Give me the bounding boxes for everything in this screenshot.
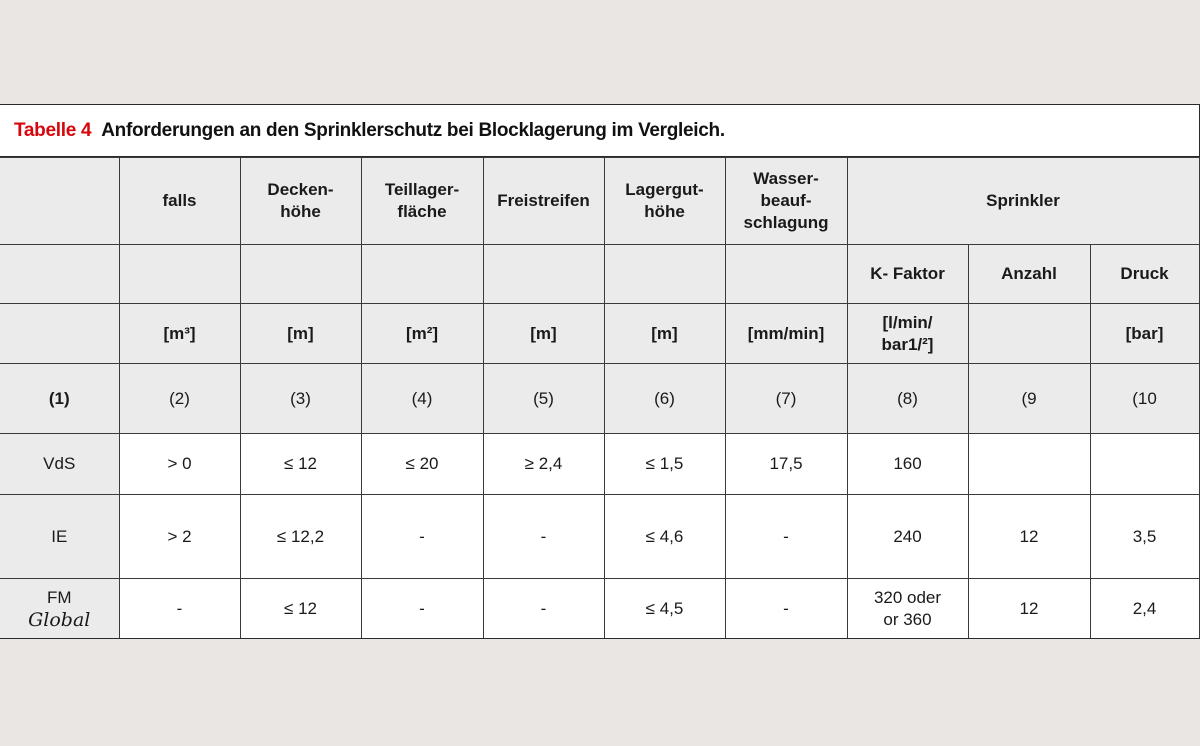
column-number: (5) <box>483 364 604 434</box>
table-cell: 2,4 <box>1090 579 1199 639</box>
table-cell: > 2 <box>119 495 240 579</box>
row-label: VdS <box>0 434 119 495</box>
table-panel <box>0 104 1200 639</box>
unit-cell: [m] <box>240 304 361 364</box>
table-cell: 240 <box>847 495 968 579</box>
table-cell <box>1090 434 1199 495</box>
column-number: (7) <box>725 364 847 434</box>
table-cell: 12 <box>968 579 1090 639</box>
table-cell: 12 <box>968 495 1090 579</box>
column-number: (2) <box>119 364 240 434</box>
table-cell: ≤ 12 <box>240 434 361 495</box>
unit-cell: [m] <box>483 304 604 364</box>
sprinkler-requirements-table <box>0 157 1200 639</box>
column-number: (8) <box>847 364 968 434</box>
header-row-units <box>0 304 1199 364</box>
header-cell <box>0 245 119 304</box>
header-cell-sprinkler: Sprinkler <box>847 158 1199 245</box>
table-cell: - <box>725 579 847 639</box>
table-cell: ≤ 1,5 <box>604 434 725 495</box>
table-cell: - <box>361 579 483 639</box>
header-row-titles <box>0 158 1199 245</box>
header-cell <box>240 245 361 304</box>
table-row-fm-global <box>0 579 1199 639</box>
unit-cell <box>968 304 1090 364</box>
header-row-numbers <box>0 364 1199 434</box>
table-cell: ≤ 20 <box>361 434 483 495</box>
column-number: (6) <box>604 364 725 434</box>
column-number: (10 <box>1090 364 1199 434</box>
table-row-ie <box>0 495 1199 579</box>
header-row-sprinkler-sub <box>0 245 1199 304</box>
table-label: Tabelle 4 <box>14 119 92 141</box>
header-cell <box>119 245 240 304</box>
row-label-fm: FM <box>46 587 72 607</box>
header-cell: Lagergut- höhe <box>604 158 725 245</box>
table-caption <box>0 105 1199 157</box>
column-number: (1) <box>0 364 119 434</box>
table-cell: - <box>483 579 604 639</box>
unit-cell: [m³] <box>119 304 240 364</box>
table-cell: 17,5 <box>725 434 847 495</box>
header-cell: Decken- höhe <box>240 158 361 245</box>
table-cell: ≤ 4,6 <box>604 495 725 579</box>
table-cell: - <box>483 495 604 579</box>
header-cell: Wasser- beauf- schlagung <box>725 158 847 245</box>
table-cell: ≤ 12,2 <box>240 495 361 579</box>
unit-cell: [bar] <box>1090 304 1199 364</box>
row-label-global: Global <box>28 608 91 631</box>
table-cell: - <box>119 579 240 639</box>
header-cell: falls <box>119 158 240 245</box>
row-label: IE <box>0 495 119 579</box>
unit-cell: [l/min/ bar1/²] <box>847 304 968 364</box>
table-row-vds <box>0 434 1199 495</box>
column-number: (3) <box>240 364 361 434</box>
unit-cell: [m] <box>604 304 725 364</box>
header-cell-k-faktor: K- Faktor <box>847 245 968 304</box>
table-title: Anforderungen an den Sprinklerschutz bei Blocklagerung im Vergleich. <box>101 119 725 141</box>
column-number: (9 <box>968 364 1090 434</box>
header-cell: Freistreifen <box>483 158 604 245</box>
table-cell: 160 <box>847 434 968 495</box>
unit-cell: [mm/min] <box>725 304 847 364</box>
header-cell <box>361 245 483 304</box>
row-label <box>0 579 119 639</box>
unit-cell <box>0 304 119 364</box>
header-cell-druck: Druck <box>1090 245 1199 304</box>
table-cell: 320 oder or 360 <box>847 579 968 639</box>
header-cell <box>483 245 604 304</box>
table-cell: ≥ 2,4 <box>483 434 604 495</box>
table-cell: > 0 <box>119 434 240 495</box>
column-number: (4) <box>361 364 483 434</box>
table-cell: 3,5 <box>1090 495 1199 579</box>
header-cell: Teillager- fläche <box>361 158 483 245</box>
header-cell <box>725 245 847 304</box>
table-cell: ≤ 4,5 <box>604 579 725 639</box>
header-cell-anzahl: Anzahl <box>968 245 1090 304</box>
table-cell <box>968 434 1090 495</box>
table-cell: - <box>725 495 847 579</box>
table-cell: - <box>361 495 483 579</box>
unit-cell: [m²] <box>361 304 483 364</box>
header-cell <box>0 158 119 245</box>
table-cell: ≤ 12 <box>240 579 361 639</box>
header-cell <box>604 245 725 304</box>
